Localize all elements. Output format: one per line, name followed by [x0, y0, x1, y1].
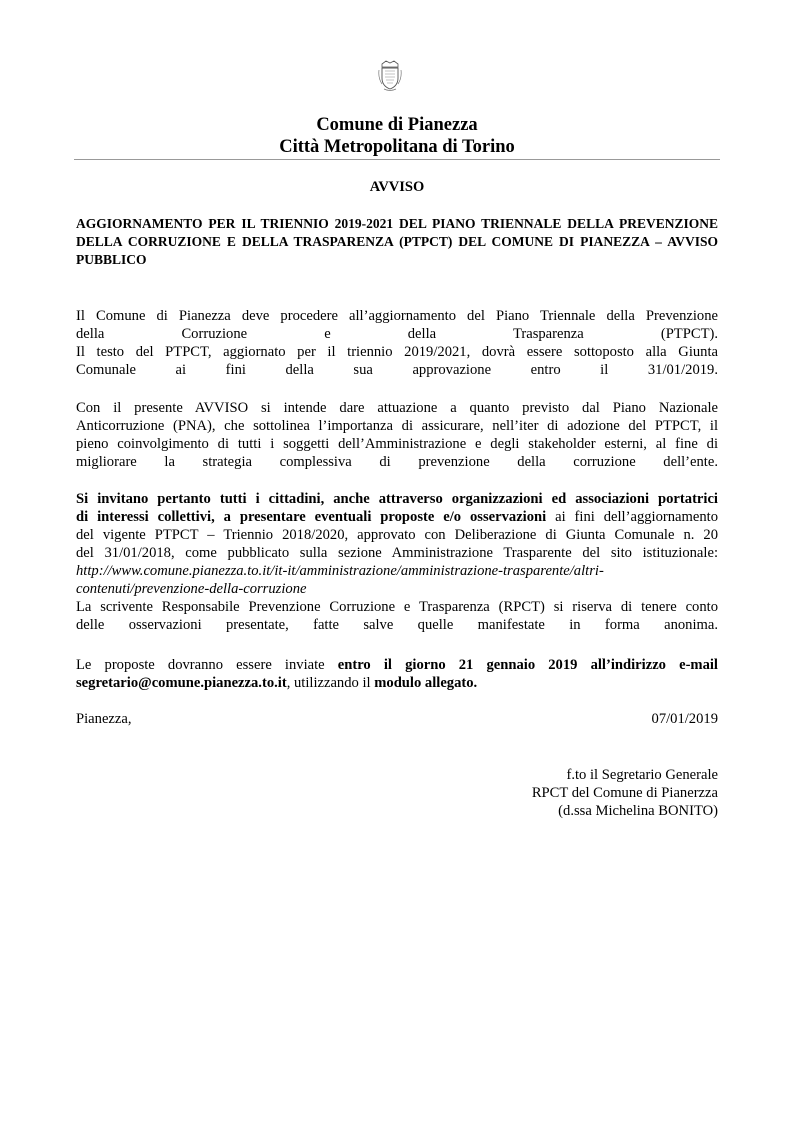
notice-subject: AGGIORNAMENTO PER IL TRIENNIO 2019-2021 DEL PIANO TRIENNALE DELLA PREVENZIONE DELLA CORRUZIONE E DELLA TRASPARENZA (PTPCT) DEL COMUNE DI PIANEZZA – AVVISO PUBBLICO [76, 216, 718, 267]
deadline-bold: entro il giorno 21 gennaio 2019 all’indirizzo e-mail [337, 657, 718, 673]
transparency-url-cont[interactable]: contenuti/prevenzione-della-corruzione [76, 581, 307, 597]
signature-line: RPCT del Comune di Pianerzza [531, 785, 718, 801]
text-line: del vigente PTPCT – Triennio 2018/2020, approvato con Deliberazione di Giunta Comunale n. 20 [76, 527, 718, 543]
text-line: Comunale ai fini della sua approvazione entro il 31/01/2019. [76, 362, 718, 378]
text-line: delle osservazioni presentate, fatte salve quelle manifestate in forma anonima. [76, 617, 718, 633]
paragraph-submission [76, 656, 718, 692]
text-line: La scrivente Responsabile Prevenzione Corruzione e Trasparenza (RPCT) si riserva di tenere conto [76, 599, 718, 615]
signature-line: (d.ssa Michelina BONITO) [558, 803, 718, 819]
letterhead [76, 114, 718, 158]
invitation-bold: di interessi collettivi, a presentare eventuali proposte e/o osservazioni [76, 509, 547, 525]
text-line [76, 656, 718, 674]
header-divider [74, 159, 720, 160]
text-line: Il Comune di Pianezza deve procedere all’aggiornamento del Piano Triennale della Prevenzione [76, 308, 718, 324]
date: 07/01/2019 [651, 711, 718, 727]
text-line [76, 490, 718, 508]
text-line: Anticorruzione (PNA), che sottolinea l’importanza di assicurare, nell’iter di adozione del PTPCT, il [76, 418, 718, 434]
text-line [76, 508, 718, 526]
municipal-crest-icon [376, 58, 404, 92]
text-line: del 31/01/2018, come pubblicato sulla sezione Amministrazione Trasparente del sito istituzionale: [76, 545, 718, 561]
signature-line: f.to il Segretario Generale [566, 767, 718, 783]
invitation-bold: Si invitano pertanto tutti i cittadini, anche attraverso organizzazioni ed associazioni portatrici [76, 491, 718, 507]
text-line [76, 562, 718, 580]
submission-text: Le proposte dovranno essere inviate [76, 657, 338, 673]
text-line: Il testo del PTPCT, aggiornato per il triennio 2019/2021, dovrà essere sottoposto alla Giunta [76, 344, 718, 360]
invitation-rest: ai fini dell’aggiornamento [546, 509, 719, 525]
paragraph-intro [76, 307, 718, 379]
place-date-row [76, 710, 718, 728]
email-address[interactable]: segretario@comune.pianezza.to.it [76, 675, 287, 691]
text-line [76, 580, 718, 598]
submission-text: , utilizzando il [286, 675, 375, 691]
notice-title: AVVISO [369, 179, 425, 195]
municipality-name: Comune di Pianezza [316, 115, 478, 135]
attached-form-label: modulo allegato. [374, 675, 478, 691]
metropolitan-city-name: Città Metropolitana di Torino [279, 137, 515, 157]
text-line: pieno coinvolgimento di tutti i soggetti dell’Amministrazione e degli stakeholder esterni, al fine di [76, 436, 718, 452]
text-line: migliorare la strategia complessiva di prevenzione della corruzione dell’ente. [76, 454, 718, 470]
transparency-url[interactable]: http://www.comune.pianezza.to.it/it-it/amministrazione/amministrazione-trasparente/altri- [76, 563, 604, 579]
signature-block [532, 766, 718, 820]
place: Pianezza, [76, 711, 132, 727]
paragraph-invitation [76, 490, 718, 634]
text-line: Con il presente AVVISO si intende dare attuazione a quanto previsto dal Piano Nazionale [76, 400, 718, 416]
text-line [76, 674, 718, 692]
paragraph-purpose [76, 399, 718, 471]
text-line: della Corruzione e della Trasparenza (PTPCT). [76, 326, 718, 342]
